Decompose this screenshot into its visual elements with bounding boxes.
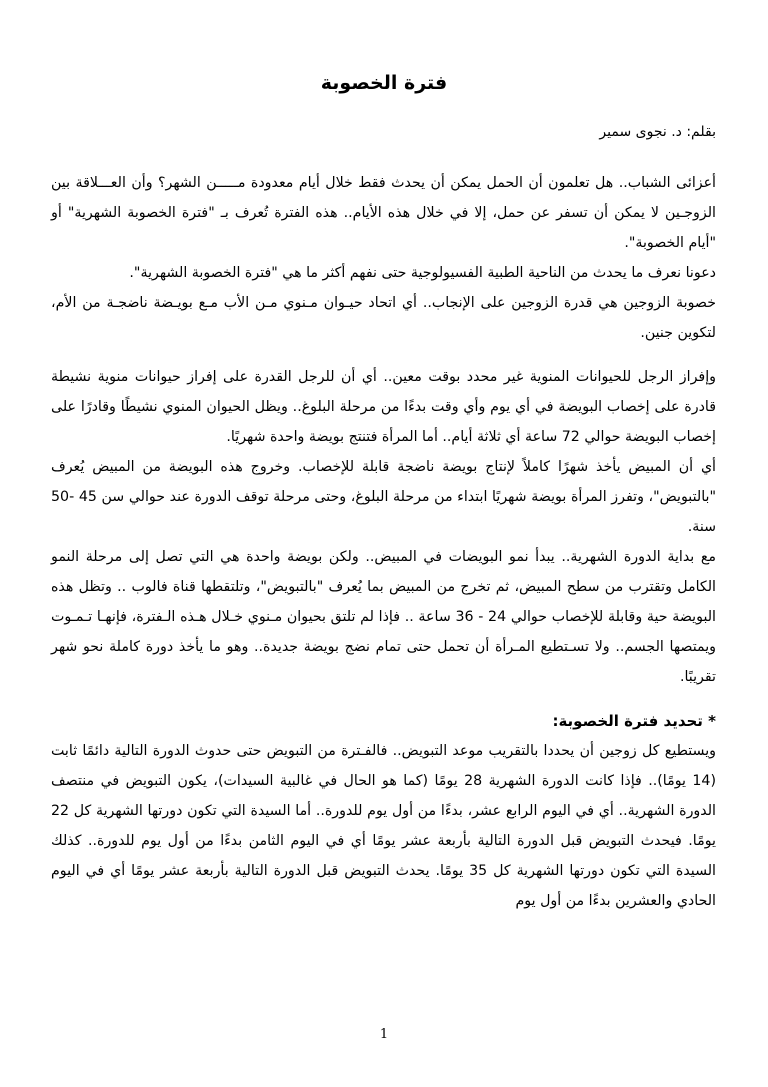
page-number: 1 [379,1027,389,1042]
author-line: بقلم: د. نجوى سمير [599,124,716,140]
paragraph-determining-fertility: ويستطيع كل زوجين أن يحددا بالتقريب موعد التبويض.. فالفـترة من التبويض حتى حدوث الدورة التالية دائمًا ثابت (14 يومًا).. فإذا كانت الدورة الشهرية 28 يومًا (كما هو الحال في غالبية السيدات)، يكون التبويض في منتصف الدورة الشهرية.. أي في اليوم الرابع عشر، بدءًا من أول يوم للدورة.. أما السيدة التي تكون دورتها الشهرية كل 22 يومًا. فيحدث التبويض قبل الدورة التالية بأربعة عشر يومًا أي في اليوم الثامن بدءًا من أول يوم للدورة.. كذلك السيدة التي تكون دورتها الشهرية كل 35 يومًا. يحدث التبويض قبل الدورة التالية بأربعة عشر يومًا أي في اليوم الحادي والعشرين بدءًا من أول يوم [51,743,717,909]
paragraph-fertility-definition: خصوبة الزوجين هي قدرة الزوجين على الإنجاب.. أي اتحاد حيـوان مـنوي مـن الأب مـع بويـضة ناضجـة من الأم، لتكوين جنين. [51,295,716,341]
paragraph-physiology: دعونا نعرف ما يحدث من الناحية الطبية الفسيولوجية حتى نفهم أكثر ما هي "فترة الخصوبة الشهرية". [129,265,716,281]
page-title: فترة الخصوبة [320,72,448,94]
paragraph-cycle: مع بداية الدورة الشهرية.. يبدأ نمو البويضات في المبيض.. ولكن بويضة واحدة هي التي تصل إلى مرحلة النمو الكامل وتقترب من سطح المبيض، ثم تخرج من المبيض بما يُعرف "بالتبويض"، وتلتقطها قناة فالوب .. وتظل هذه البويضة حية وقابلة للإخصاب حوالي 24 - 36 ساعة .. فإذا لم تلتق بحيوان مـنوي خـلال هـذه الـفترة، فإنهـا تـمـوت ويمتصها الجسم.. ولا تسـتطيع المـرأة أن تحمل حتى تمام نضج بويضة جديدة.. وهو ما يأخذ دورة كاملة نحو شهر تقريبًا. [51,549,716,685]
section-heading: * تحديد فترة الخصوبة: [552,712,716,730]
article-body [51,168,716,916]
paragraph-male-fertility: وإفراز الرجل للحيوانات المنوية غير محدد بوقت معين.. أي أن للرجل القدرة على إفراز حيوانات منوية نشيطة قادرة على إخصاب البويضة في أي يوم وأي وقت بدءًا من مرحلة البلوغ.. ويظل الحيوان المنوي نشيطًا وقادرًا على إخصاب البويضة حوالي 72 ساعة أي ثلاثة أيام.. أما المرأة فتنتج بويضة واحدة شهريًا. [51,369,716,445]
paragraph-intro: أعزائى الشباب.. هل تعلمون أن الحمل يمكن أن يحدث فقط خلال أيام معدودة مـــــن الشهر؟ وأن العـــلاقة بين الزوجـين لا يمكن أن تسفر عن حمل، إلا في خلال هذه الأيام.. هذه الفترة تُعرف بـ "فترة الخصوبة الشهرية" أو "أيام الخصوبة". [51,175,716,251]
paragraph-ovulation: أي أن المبيض يأخذ شهرًا كاملاً لإنتاج بويضة ناضجة قابلة للإخصاب. وخروج هذه البويضة من المبيض يُعرف "بالتبويض"، وتفرز المرأة بويضة شهريًا ابتداء من مرحلة البلوغ، وحتى مرحلة توقف الدورة عند حوالي سن 45 -50 سنة. [51,459,716,535]
